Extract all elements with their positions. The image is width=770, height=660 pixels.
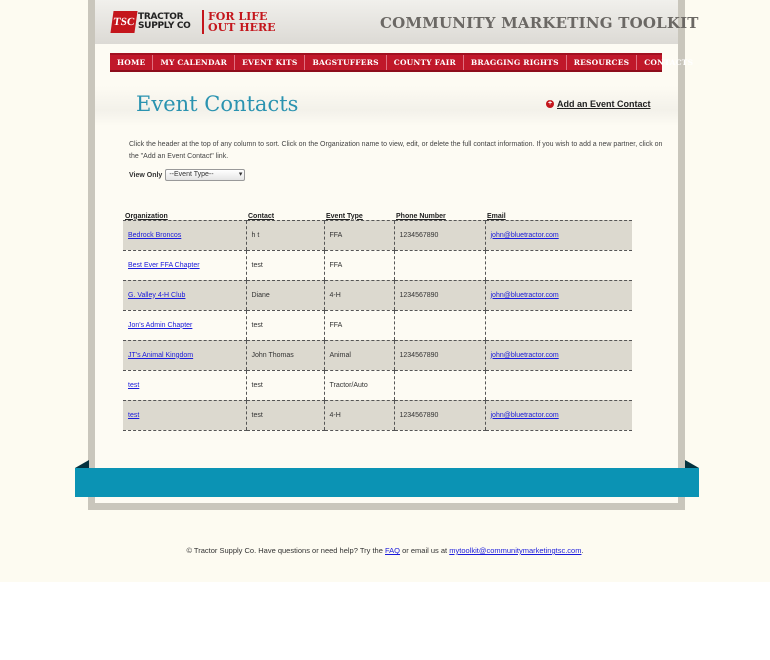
phone-cell: 1234567890 [394,400,485,430]
nav-item-home[interactable]: HOME [117,58,146,67]
support-email-link[interactable]: mytoolkit@communitymarketingtsc.com [449,546,582,555]
contact-cell: test [246,400,324,430]
table-row [123,220,632,250]
contact-cell: Diane [246,280,324,310]
page-title: Event Contacts [136,92,299,116]
contact-cell: test [246,370,324,400]
logo-company-name: TRACTOR SUPPLY CO [138,12,191,31]
phone-cell [394,310,485,340]
nav-item-county-fair[interactable]: COUNTY FAIR [386,55,463,70]
instructions-text: Click the header at the top of any column to sort. Click on the Organization name to view, edit, or delete the full contact information. If you wish to add a new partner, click on the "Add an Event Contact" link. [129,141,663,160]
email-cell [485,400,632,430]
email-cell [485,250,632,280]
footer-middle: or email us at [402,546,448,555]
add-event-contact-label: Add an Event Contact [557,99,651,109]
organization-cell [123,370,246,400]
organization-link[interactable]: Jon's Admin Chapter [128,321,193,329]
organization-link[interactable]: G. Valley 4-H Club [128,291,186,299]
email-link[interactable]: john@bluetractor.com [490,351,559,359]
table-header-row [123,208,632,220]
view-only-label: View Only [129,171,163,179]
nav-item-event-kits[interactable]: EVENT KITS [234,55,304,70]
email-cell [485,370,632,400]
organization-link[interactable]: Bedrock Broncos [128,231,182,239]
logo-tagline: FOR LIFE OUT HERE [208,10,276,34]
table-row [123,370,632,400]
table-row [123,280,632,310]
nav-item-my-calendar[interactable]: MY CALENDAR [152,55,234,70]
email-link[interactable]: john@bluetractor.com [490,231,559,239]
contact-cell: John Thomas [246,340,324,370]
organization-link[interactable]: test [128,381,140,389]
table-row [123,250,632,280]
footer-suffix: . [581,546,584,555]
organization-cell [123,310,246,340]
table-row [123,310,632,340]
ribbon-fold-left [75,460,89,468]
organization-cell [123,280,246,310]
phone-cell: 1234567890 [394,280,485,310]
nav-item-bagstuffers[interactable]: BAGSTUFFERS [304,55,385,70]
column-header-contact[interactable]: Contact [248,212,275,220]
nav-item-bragging-rights[interactable]: BRAGGING RIGHTS [463,55,566,70]
email-cell [485,280,632,310]
table-row [123,400,632,430]
phone-cell: 1234567890 [394,220,485,250]
email-link[interactable]: john@bluetractor.com [490,411,559,419]
phone-cell: 1234567890 [394,340,485,370]
nav-item-resources[interactable]: RESOURCES [566,55,637,70]
organization-cell [123,400,246,430]
contacts-table [123,208,632,431]
organization-cell [123,250,246,280]
event-type-cell: 4-H [324,280,394,310]
faq-link[interactable]: FAQ [385,546,401,555]
event-type-cell: FFA [324,250,394,280]
ribbon-fold-right [685,460,699,468]
email-cell [485,220,632,250]
tsc-logo-mark: TSC [110,11,137,33]
phone-cell [394,250,485,280]
event-type-cell: Tractor/Auto [324,370,394,400]
contact-cell: h t [246,220,324,250]
email-cell [485,310,632,340]
add-event-contact-link[interactable] [546,99,651,109]
column-header-phone-number[interactable]: Phone Number [396,212,446,220]
plus-circle-icon: + [547,100,553,107]
column-header-email[interactable]: Email [487,212,506,220]
organization-link[interactable]: JT's Animal Kingdom [128,351,194,359]
organization-link[interactable]: Best Ever FFA Chapter [128,261,200,269]
toolkit-title: COMMUNITY MARKETING TOOLKIT [380,14,699,32]
contact-cell: test [246,310,324,340]
organization-cell [123,340,246,370]
logo-divider [202,10,204,34]
main-nav [110,53,694,72]
event-type-cell: 4-H [324,400,394,430]
view-only-filter [129,169,245,181]
column-header-organization[interactable]: Organization [125,212,168,220]
event-type-cell: Animal [324,340,394,370]
footer-prefix: © Tractor Supply Co. Have questions or need help? Try the [186,546,383,555]
email-link[interactable]: john@bluetractor.com [490,291,559,299]
email-cell [485,340,632,370]
footer [0,546,770,555]
tsc-logo[interactable] [112,10,288,34]
table-row [123,340,632,370]
column-header-event-type[interactable]: Event Type [326,212,363,220]
event-type-cell: FFA [324,310,394,340]
contact-cell: test [246,250,324,280]
event-type-select[interactable]: --Event Type-- ▾ [165,169,245,181]
event-type-cell: FFA [324,220,394,250]
teal-ribbon [75,468,699,497]
phone-cell [394,370,485,400]
organization-link[interactable]: test [128,411,140,419]
nav-item-contacts[interactable]: CONTACTS [636,55,700,70]
organization-cell [123,220,246,250]
